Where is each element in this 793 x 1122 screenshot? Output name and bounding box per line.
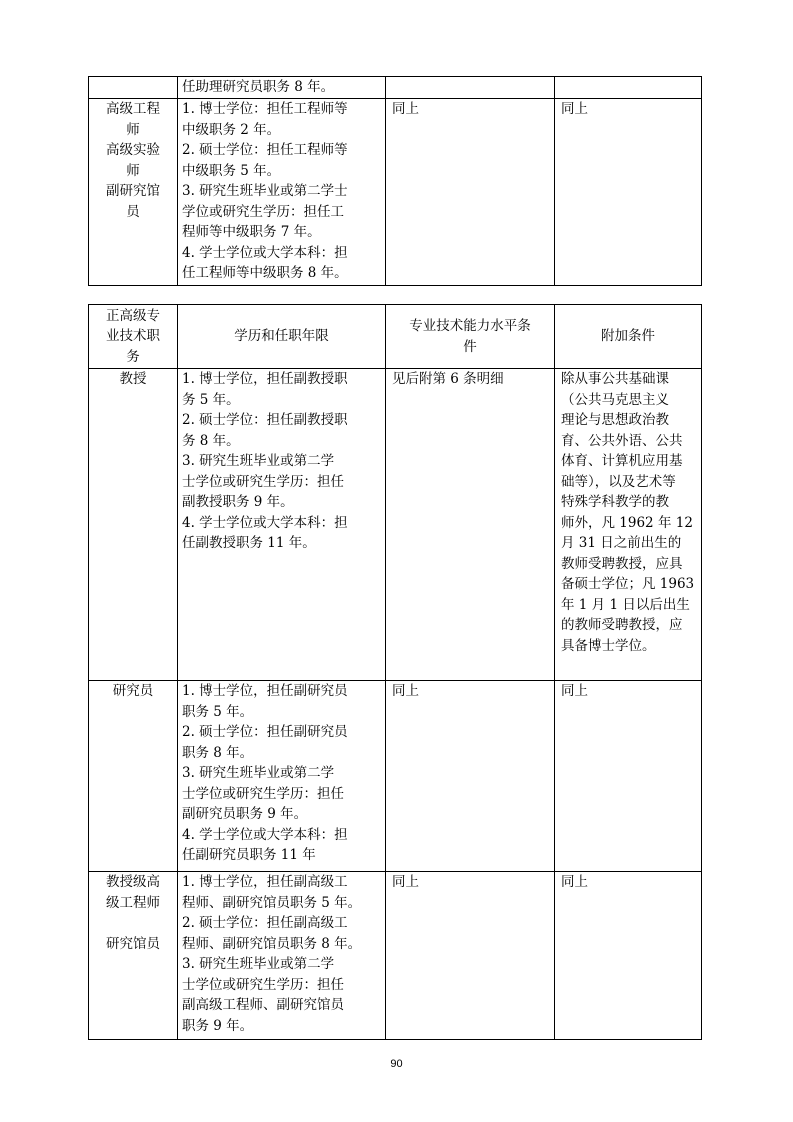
header-title-column: 正高级专 业技术职 务	[89, 305, 178, 369]
additional-cell: 同上	[555, 681, 702, 872]
header-additional-column: 附加条件	[555, 305, 702, 369]
title-cell: 研究员	[89, 681, 178, 872]
title-cell: 教授级高 级工程师 研究馆员	[89, 872, 178, 1040]
continued-table	[88, 76, 702, 286]
ability-cell: 同上	[386, 681, 555, 872]
requirements-cell: 1. 博士学位，担任副研究员 职务 5 年。 2. 硕士学位：担任副研究员 职务 8 年。 3. 研究生班毕业或第二学 士学位或研究生学历：担任 副研究员职务 9 年。 4. 学士学位或大学本科：担 任副研究员职务 11 年	[178, 681, 386, 872]
requirements-cell: 1. 博士学位，担任副教授职 务 5 年。 2. 硕士学位：担任副教授职 务 8 年。 3. 研究生班毕业或第二学 士学位或研究生学历：担任 副教授职务 9 年。 4. 学士学位或大学本科：担 任副教授职务 11 年。	[178, 369, 386, 681]
requirements-cell: 1. 博士学位：担任工程师等 中级职务 2 年。 2. 硕士学位：担任工程师等 中级职务 5 年。 3. 研究生班毕业或第二学士 学位或研究生学历：担任工 程师等中级职务 7 年。 4. 学士学位或大学本科：担 任工程师等中级职务 8 年。	[178, 99, 386, 286]
additional-cell	[555, 77, 702, 99]
header-requirements-column: 学历和任职年限	[178, 305, 386, 369]
ability-cell: 同上	[386, 872, 555, 1040]
table-row	[89, 681, 702, 872]
table-row	[89, 77, 702, 99]
senior-title-table	[88, 304, 702, 1040]
ability-cell: 同上	[386, 99, 555, 286]
additional-cell: 同上	[555, 872, 702, 1040]
title-cell: 教授	[89, 369, 178, 681]
header-ability-column: 专业技术能力水平条 件	[386, 305, 555, 369]
table-row	[89, 872, 702, 1040]
title-cell: 高级工程 师 高级实验 师 副研究馆 员	[89, 99, 178, 286]
additional-cell: 除从事公共基础课 （公共马克思主义 理论与思想政治教 育、公共外语、公共 体育、计算机应用基 础等），以及艺术等 特殊学科教学的教 师外，凡 1962 年 12 月 31 日之前出生的 教师受聘教授，应具 备硕士学位；凡 1963 年 1 月 1 日以后出生 的教师受聘教授，应 具备博士学位。	[555, 369, 702, 681]
title-cell	[89, 77, 178, 99]
table-header-row	[89, 305, 702, 369]
page-number: 90	[390, 1058, 403, 1070]
ability-cell	[386, 77, 555, 99]
requirements-cell: 任助理研究员职务 8 年。	[178, 77, 386, 99]
table-row	[89, 99, 702, 286]
table-row	[89, 369, 702, 681]
requirements-cell: 1. 博士学位，担任副高级工 程师、副研究馆员职务 5 年。 2. 硕士学位：担任副高级工 程师、副研究馆员职务 8 年。 3. 研究生班毕业或第二学 士学位或研究生学历：担任 副高级工程师、副研究馆员 职务 9 年。	[178, 872, 386, 1040]
additional-cell: 同上	[555, 99, 702, 286]
ability-cell: 见后附第 6 条明细	[386, 369, 555, 681]
